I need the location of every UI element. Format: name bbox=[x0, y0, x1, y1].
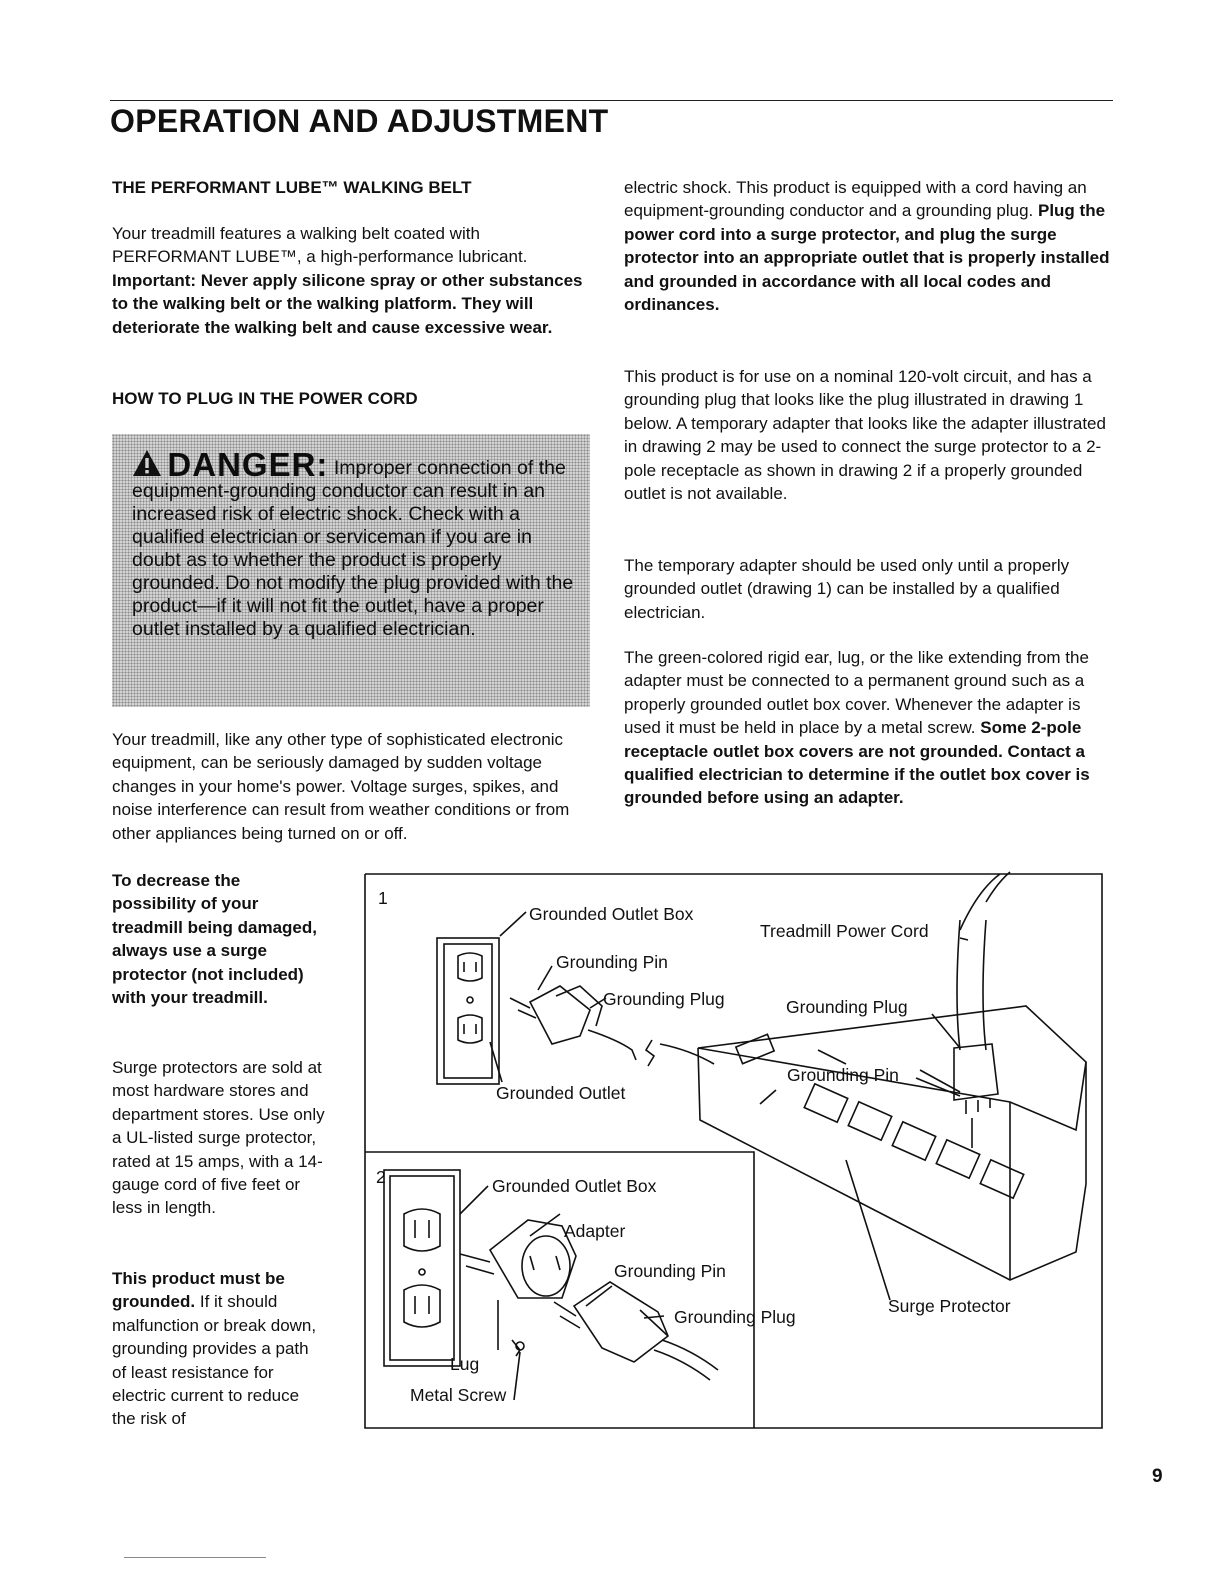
page-title: OPERATION AND ADJUSTMENT bbox=[110, 103, 609, 139]
danger-box bbox=[112, 434, 590, 707]
green-ear-paragraph bbox=[624, 646, 1114, 810]
warning-triangle-icon bbox=[132, 448, 162, 478]
label-d2-grounding-pin: Grounding Pin bbox=[614, 1261, 726, 1281]
label-d2-lug: Lug bbox=[450, 1354, 480, 1374]
plug-heading: HOW TO PLUG IN THE POWER CORD bbox=[112, 389, 418, 408]
label-d1-grounding-plug: Grounding Plug bbox=[603, 989, 725, 1009]
green-bold: Some 2-pole receptacle outlet box covers are not grounded. Contact a qualified electrician to determine if the outlet box cover is grounded before using an adapter. bbox=[624, 718, 1090, 808]
label-treadmill-power-cord: Treadmill Power Cord bbox=[760, 921, 929, 941]
grounded-bold: This product must be grounded. bbox=[112, 1269, 285, 1312]
lube-heading: THE PERFORMANT LUBE™ WALKING BELT bbox=[112, 178, 472, 197]
lube-paragraph bbox=[112, 222, 598, 339]
voltage-paragraph: This product is for use on a nominal 120-volt circuit, and has a grounding plug that looks like the plug illustrated in drawing 1 below. A temporary adapter that looks like the adapter illustrated in drawing 2 may be used to connect the surge protector to a 2-pole receptacle as shown in drawing 2 if a properly grounded outlet is not available. bbox=[624, 367, 1106, 504]
temporary-adapter-paragraph: The temporary adapter should be used only until a properly grounded outlet (drawing 1) can be installed by a qualified electrician. bbox=[624, 556, 1070, 622]
decrease-damage-paragraph: To decrease the possibility of your treadmill being damaged, always use a surge protector (not included) with your treadmill. bbox=[112, 871, 317, 1008]
drawing-1-number: 1 bbox=[378, 888, 388, 908]
label-d1-grounded-outlet: Grounded Outlet bbox=[496, 1083, 626, 1103]
footer-rule bbox=[124, 1557, 266, 1558]
page-number: 9 bbox=[1152, 1466, 1163, 1487]
header-rule bbox=[110, 100, 1113, 101]
label-d2-metal-screw: Metal Screw bbox=[410, 1385, 507, 1405]
label-surge-protector: Surge Protector bbox=[888, 1296, 1011, 1316]
label-d2-adapter: Adapter bbox=[564, 1221, 626, 1241]
danger-word: DANGER: bbox=[167, 446, 329, 483]
lube-para-plain: Your treadmill features a walking belt coated with PERFORMANT LUBE™, a high-performance lubricant. bbox=[112, 224, 528, 267]
grounded-paragraph bbox=[112, 1267, 327, 1431]
label-surge-grounding-pin: Grounding Pin bbox=[787, 1065, 899, 1085]
lube-para-bold: Important: Never apply silicone spray or other substances to the walking belt or the walking platform. They will deteriorate the walking belt and cause excessive wear. bbox=[112, 270, 583, 337]
drawing-2-number: 2 bbox=[376, 1167, 386, 1187]
label-d1-grounding-pin: Grounding Pin bbox=[556, 952, 668, 972]
label-d2-grounded-outlet-box: Grounded Outlet Box bbox=[492, 1176, 657, 1196]
shock-bold: Plug the power cord into a surge protector, and plug the surge protector into an appropriate outlet that is properly installed and grounded in accordance with all local codes and ordinances. bbox=[624, 201, 1110, 315]
shock-plain: electric shock. This product is equipped with a cord having an equipment-grounding conductor and a grounding plug. bbox=[624, 178, 1087, 221]
label-surge-grounding-plug: Grounding Plug bbox=[786, 997, 908, 1017]
grounded-plain: If it should malfunction or break down, grounding provides a path of least resistance for electric current to reduce the risk of bbox=[112, 1292, 317, 1429]
label-d1-grounded-outlet-box: Grounded Outlet Box bbox=[529, 904, 694, 924]
surge-protector-paragraph: Surge protectors are sold at most hardware stores and department stores. Use only a UL-listed surge protector, rated at 15 amps, with a 14-gauge cord of five feet or less in length. bbox=[112, 1058, 325, 1218]
danger-text-block bbox=[132, 448, 582, 641]
danger-message: Improper connection of the equipment-grounding conductor can result in an increased risk of electric shock. Check with a qualified electrician or serviceman if you are in doubt as to whether the product is properly grounded. Do not modify the plug provided with the product—if it will not fit the outlet, have a proper outlet installed by a qualified electrician. bbox=[132, 457, 574, 640]
label-d2-grounding-plug: Grounding Plug bbox=[674, 1307, 796, 1327]
green-plain: The green-colored rigid ear, lug, or the like extending from the adapter must be connected to a permanent ground such as a properly grounded outlet box cover. Whenever the adapter is used it must be held in place by a metal screw. bbox=[624, 648, 1089, 738]
treadmill-paragraph: Your treadmill, like any other type of sophisticated electronic equipment, can be seriously damaged by sudden voltage changes in your home's power. Voltage surges, spikes, and noise interference can result from weather conditions or from other appliances being turned on or off. bbox=[112, 730, 570, 843]
shock-paragraph bbox=[624, 176, 1114, 316]
